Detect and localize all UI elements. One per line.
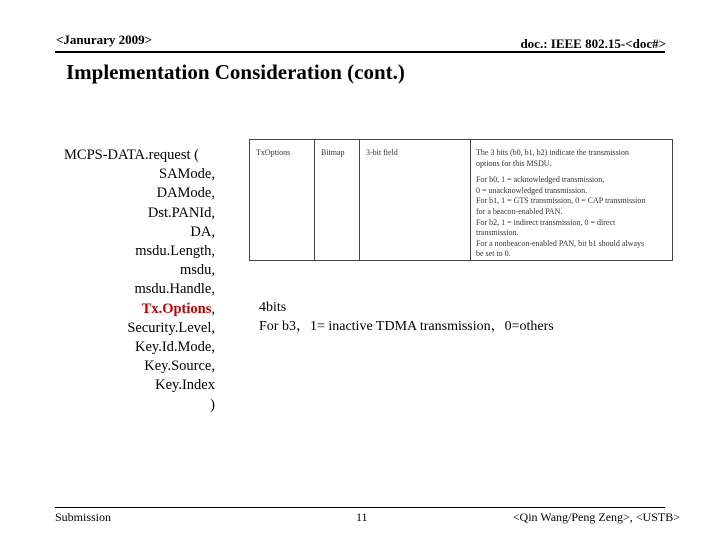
fn-param: Dst.PANId, — [147, 204, 215, 221]
table-cell-range: 3-bit field — [366, 148, 398, 157]
bits-note-line: 4bits — [259, 300, 287, 315]
table-divider — [470, 140, 471, 260]
desc-line: 0 = unacknowledged transmission. — [476, 185, 588, 195]
desc-line: For a nonbeacon-enabled PAN, bit b1 should always — [476, 238, 645, 248]
fn-param: DAMode, — [156, 185, 215, 202]
fn-param: msdu.Handle, — [134, 281, 215, 298]
fn-param: Key.Id.Mode, — [135, 339, 215, 356]
fn-param: msdu, — [179, 262, 215, 279]
desc-line: For b1, 1 = GTS transmission, 0 = CAP transmission — [476, 196, 646, 206]
footer-divider — [55, 507, 665, 508]
fn-line: MCPS-DATA.request ( — [64, 147, 199, 163]
header-date: <Janurary 2009> — [56, 32, 153, 47]
footer-authors: <Qin Wang/Peng Zeng>, <USTB> — [512, 510, 680, 524]
fn-param: DA, — [190, 223, 215, 240]
table-divider — [359, 140, 360, 260]
table-cell-name: TxOptions — [256, 148, 291, 157]
desc-line: transmission. — [476, 228, 519, 238]
table-cell-type: Bitmap — [321, 148, 345, 157]
header-doc-id: doc.: IEEE 802.15-<doc#> — [520, 36, 666, 51]
fn-param: Key.Source, — [144, 358, 215, 375]
header-divider — [55, 51, 665, 53]
desc-line: For b0, 1 = acknowledged transmission, — [476, 175, 605, 185]
desc-line: be set to 0. — [476, 249, 511, 259]
fn-param: Key.Index — [155, 377, 215, 394]
footer-page-number: 11 — [356, 510, 368, 524]
table-divider — [314, 140, 315, 260]
fn-param: msdu.Length, — [135, 243, 215, 260]
table-cell-description — [476, 148, 668, 260]
fn-param-txoptions: Tx.Options — [141, 300, 212, 317]
txoptions-table — [249, 139, 673, 261]
bits-note — [259, 298, 554, 336]
fn-param: Security.Level, — [127, 319, 215, 336]
bits-note-line: For b3，1= inactive TDMA transmission，0=others — [259, 319, 554, 334]
desc-line: options for this MSDU. — [476, 158, 552, 168]
fn-param-highlighted — [40, 300, 215, 319]
fn-param: SAMode, — [159, 166, 215, 183]
function-call-block — [40, 146, 215, 415]
desc-line: For b2, 1 = indirect transmission, 0 = direct — [476, 217, 616, 227]
fn-close: ) — [210, 396, 215, 413]
footer-submission: Submission — [55, 510, 112, 524]
slide-title: Implementation Consideration (cont.) — [66, 60, 405, 84]
desc-line: for a beacon-enabled PAN. — [476, 206, 563, 216]
fn-param-separator: , — [211, 300, 215, 317]
desc-line: The 3 bits (b0, b1, b2) indicate the transmission — [476, 148, 629, 157]
